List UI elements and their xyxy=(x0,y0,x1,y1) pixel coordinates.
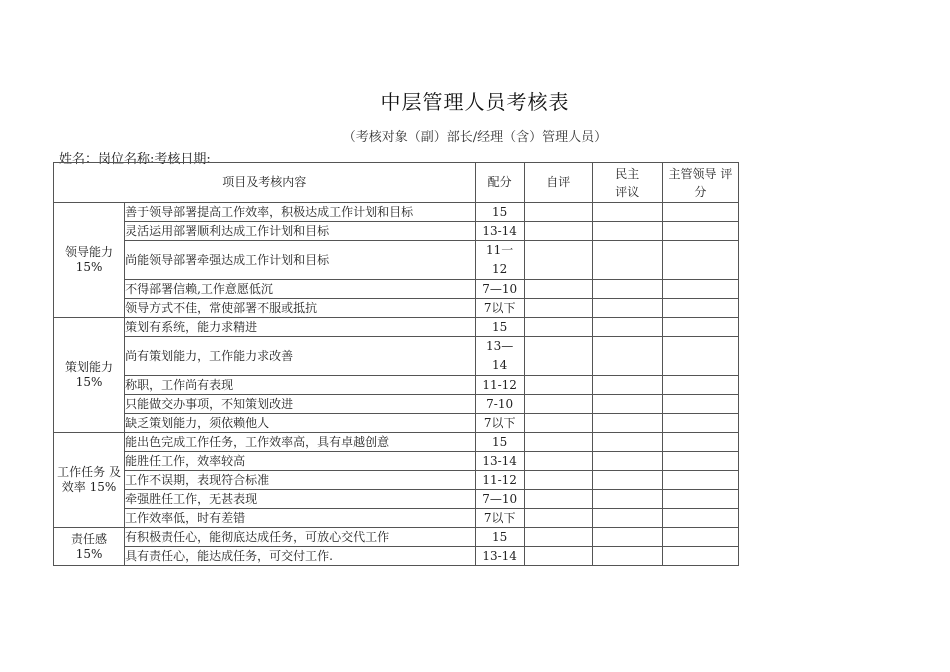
score-cell xyxy=(475,241,524,280)
item-text: 策划有系统，能力求精进 xyxy=(125,318,476,337)
democratic-cell[interactable] xyxy=(592,203,662,222)
democratic-cell[interactable] xyxy=(592,241,662,280)
item-text: 只能做交办事项，不知策划改进 xyxy=(125,395,476,414)
supervisor-cell[interactable] xyxy=(662,241,738,280)
header-democratic-line1: 民主 xyxy=(615,166,640,181)
supervisor-cell[interactable] xyxy=(662,395,738,414)
score-cell: 13-14 xyxy=(475,222,524,241)
table-row xyxy=(54,280,739,299)
democratic-cell[interactable] xyxy=(592,452,662,471)
score-cell: 11-12 xyxy=(475,471,524,490)
header-supervisor-line1: 主管领导 评 xyxy=(668,166,733,181)
item-text: 有积极责任心，能彻底达成任务，可放心交代工作 xyxy=(125,528,476,547)
supervisor-cell[interactable] xyxy=(662,337,738,376)
page-subtitle: （考核对象（副）部长/经理（含）管理人员） xyxy=(342,130,608,145)
supervisor-cell[interactable] xyxy=(662,299,738,318)
header-democratic xyxy=(592,163,662,203)
democratic-cell[interactable] xyxy=(592,414,662,433)
democratic-cell[interactable] xyxy=(592,376,662,395)
item-text: 不得部署信赖,工作意愿低沉 xyxy=(125,280,476,299)
score-line1: 11一 xyxy=(486,243,514,257)
item-text: 能出色完成工作任务，工作效率高，具有卓越创意 xyxy=(125,433,476,452)
table-row xyxy=(54,452,739,471)
category-weight: 效率 15% xyxy=(61,480,117,494)
supervisor-cell[interactable] xyxy=(662,528,738,547)
score-line2: 14 xyxy=(492,358,508,372)
category-name: 责任感 xyxy=(71,531,108,546)
supervisor-cell[interactable] xyxy=(662,222,738,241)
table-row xyxy=(54,471,739,490)
self-cell[interactable] xyxy=(524,222,592,241)
self-cell[interactable] xyxy=(524,414,592,433)
democratic-cell[interactable] xyxy=(592,509,662,528)
supervisor-cell[interactable] xyxy=(662,203,738,222)
header-democratic-line2: 评议 xyxy=(615,184,640,199)
table-row xyxy=(54,528,739,547)
item-text: 善于领导部署提高工作效率，积极达成工作计划和目标 xyxy=(125,203,476,222)
score-cell: 11-12 xyxy=(475,376,524,395)
score-cell: 13-14 xyxy=(475,452,524,471)
self-cell[interactable] xyxy=(524,337,592,376)
score-line2: 12 xyxy=(492,262,508,276)
self-cell[interactable] xyxy=(524,471,592,490)
democratic-cell[interactable] xyxy=(592,222,662,241)
category-name: 工作任务 及 xyxy=(57,465,121,479)
democratic-cell[interactable] xyxy=(592,280,662,299)
table-row xyxy=(54,222,739,241)
item-text: 灵活运用部署顺利达成工作计划和目标 xyxy=(125,222,476,241)
supervisor-cell[interactable] xyxy=(662,471,738,490)
item-text: 领导方式不佳，常使部署不服或抵抗 xyxy=(125,299,476,318)
self-cell[interactable] xyxy=(524,547,592,566)
score-cell: 13-14 xyxy=(475,547,524,566)
evaluation-table xyxy=(53,162,739,566)
self-cell[interactable] xyxy=(524,452,592,471)
self-cell[interactable] xyxy=(524,299,592,318)
supervisor-cell[interactable] xyxy=(662,547,738,566)
header-row xyxy=(54,163,739,203)
score-line1: 13— xyxy=(486,339,514,353)
header-supervisor xyxy=(662,163,738,203)
self-cell[interactable] xyxy=(524,490,592,509)
category-cell xyxy=(54,433,125,528)
score-cell: 7—10 xyxy=(475,280,524,299)
self-cell[interactable] xyxy=(524,241,592,280)
supervisor-cell[interactable] xyxy=(662,318,738,337)
table-row xyxy=(54,414,739,433)
democratic-cell[interactable] xyxy=(592,490,662,509)
table-row xyxy=(54,490,739,509)
category-cell xyxy=(54,528,125,566)
item-text: 称职，工作尚有表现 xyxy=(125,376,476,395)
self-cell[interactable] xyxy=(524,433,592,452)
item-text: 尚有策划能力，工作能力求改善 xyxy=(125,337,476,376)
self-cell[interactable] xyxy=(524,376,592,395)
supervisor-cell[interactable] xyxy=(662,414,738,433)
table-row xyxy=(54,299,739,318)
category-name: 领导能力 xyxy=(65,245,114,259)
self-cell[interactable] xyxy=(524,528,592,547)
self-cell[interactable] xyxy=(524,395,592,414)
item-text: 工作不误期，表现符合标准 xyxy=(125,471,476,490)
item-text: 能胜任工作，效率较高 xyxy=(125,452,476,471)
democratic-cell[interactable] xyxy=(592,318,662,337)
item-text: 缺乏策划能力，须依赖他人 xyxy=(125,414,476,433)
category-weight: 15% xyxy=(75,546,103,561)
supervisor-cell[interactable] xyxy=(662,376,738,395)
score-cell: 7以下 xyxy=(475,299,524,318)
score-cell: 15 xyxy=(475,203,524,222)
item-text: 具有责任心，能达成任务，可交付工作. xyxy=(125,547,476,566)
table-row xyxy=(54,241,739,280)
democratic-cell[interactable] xyxy=(592,528,662,547)
item-text: 工作效率低，时有差错 xyxy=(125,509,476,528)
table-row xyxy=(54,509,739,528)
table-row xyxy=(54,395,739,414)
item-text: 尚能领导部署牵强达成工作计划和目标 xyxy=(125,241,476,280)
table-row xyxy=(54,337,739,376)
score-cell: 7以下 xyxy=(475,414,524,433)
self-cell[interactable] xyxy=(524,509,592,528)
score-cell: 7—10 xyxy=(475,490,524,509)
table-row xyxy=(54,547,739,566)
header-self: 自评 xyxy=(524,163,592,203)
table-row xyxy=(54,376,739,395)
democratic-cell[interactable] xyxy=(592,299,662,318)
score-cell: 15 xyxy=(475,433,524,452)
score-cell: 7-10 xyxy=(475,395,524,414)
supervisor-cell[interactable] xyxy=(662,490,738,509)
supervisor-cell[interactable] xyxy=(662,280,738,299)
table-row xyxy=(54,203,739,222)
table-row xyxy=(54,318,739,337)
info-line: 姓名：岗位名称:考核日期: xyxy=(59,152,211,167)
category-weight: 15% xyxy=(75,260,103,274)
self-cell[interactable] xyxy=(524,280,592,299)
score-cell: 7以下 xyxy=(475,509,524,528)
header-score: 配分 xyxy=(475,163,524,203)
democratic-cell[interactable] xyxy=(592,433,662,452)
score-cell: 15 xyxy=(475,318,524,337)
category-cell xyxy=(54,318,125,433)
supervisor-cell[interactable] xyxy=(662,509,738,528)
supervisor-cell[interactable] xyxy=(662,452,738,471)
table-row xyxy=(54,433,739,452)
header-item: 项目及考核内容 xyxy=(54,163,476,203)
score-cell: 15 xyxy=(475,528,524,547)
score-cell xyxy=(475,337,524,376)
category-cell xyxy=(54,203,125,318)
democratic-cell[interactable] xyxy=(592,395,662,414)
self-cell[interactable] xyxy=(524,203,592,222)
category-name: 策划能力 xyxy=(65,360,114,374)
supervisor-cell[interactable] xyxy=(662,433,738,452)
item-text: 牵强胜任工作，无甚表现 xyxy=(125,490,476,509)
page-title: 中层管理人员考核表 xyxy=(380,90,570,114)
democratic-cell[interactable] xyxy=(592,337,662,376)
self-cell[interactable] xyxy=(524,318,592,337)
democratic-cell[interactable] xyxy=(592,471,662,490)
category-weight: 15% xyxy=(75,375,103,389)
header-supervisor-line2: 分 xyxy=(694,184,707,199)
democratic-cell[interactable] xyxy=(592,547,662,566)
